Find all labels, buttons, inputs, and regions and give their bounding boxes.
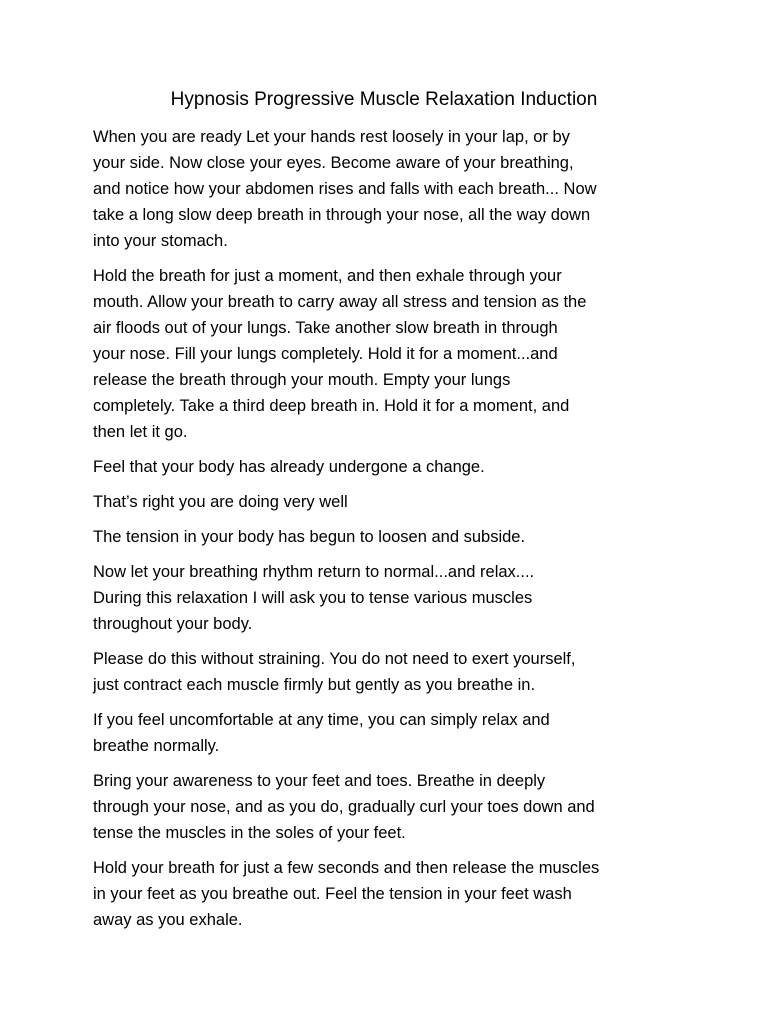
text-line: When you are ready Let your hands rest loosely in your lap, or by — [93, 128, 570, 146]
paragraph — [93, 454, 693, 480]
paragraph — [93, 524, 693, 550]
text-line: your side. Now close your eyes. Become aware of your breathing, — [93, 154, 574, 172]
text-line: Hold your breath for just a few seconds and then release the muscles — [93, 859, 600, 877]
paragraph — [93, 489, 693, 515]
text-line: If you feel uncomfortable at any time, you can simply relax and — [93, 711, 550, 729]
paragraph — [93, 768, 693, 846]
text-line: During this relaxation I will ask you to tense various muscles — [93, 589, 533, 607]
document-body — [93, 124, 693, 942]
text-line: and notice how your abdomen rises and falls with each breath... Now — [93, 180, 597, 198]
document-title: Hypnosis Progressive Muscle Relaxation Induction — [170, 89, 598, 110]
text-line: The tension in your body has begun to loosen and subside. — [93, 528, 526, 546]
paragraph — [93, 124, 693, 254]
text-line: away as you exhale. — [93, 911, 243, 929]
text-line: breathe normally. — [93, 737, 220, 755]
text-line: Feel that your body has already undergone a change. — [93, 458, 485, 476]
text-line: Hold the breath for just a moment, and then exhale through your — [93, 267, 562, 285]
text-line: into your stomach. — [93, 232, 228, 250]
text-line: mouth. Allow your breath to carry away all stress and tension as the — [93, 293, 587, 311]
paragraph — [93, 707, 693, 759]
text-line: Please do this without straining. You do not need to exert yourself, — [93, 650, 576, 668]
text-line: completely. Take a third deep breath in. Hold it for a moment, and — [93, 397, 570, 415]
text-line: That’s right you are doing very well — [93, 493, 348, 511]
paragraph — [93, 855, 693, 933]
text-line: tense the muscles in the soles of your feet. — [93, 824, 406, 842]
text-line: just contract each muscle firmly but gently as you breathe in. — [93, 676, 536, 694]
text-line: Bring your awareness to your feet and toes. Breathe in deeply — [93, 772, 546, 790]
text-line: then let it go. — [93, 423, 188, 441]
text-line: throughout your body. — [93, 615, 253, 633]
text-line: Now let your breathing rhythm return to normal...and relax.... — [93, 563, 535, 581]
paragraph — [93, 263, 693, 445]
text-line: release the breath through your mouth. Empty your lungs — [93, 371, 511, 389]
paragraph — [93, 559, 693, 637]
text-line: air floods out of your lungs. Take another slow breath in through — [93, 319, 558, 337]
text-line: in your feet as you breathe out. Feel the tension in your feet wash — [93, 885, 572, 903]
text-line: your nose. Fill your lungs completely. Hold it for a moment...and — [93, 345, 558, 363]
text-line: through your nose, and as you do, gradually curl your toes down and — [93, 798, 595, 816]
paragraph — [93, 646, 693, 698]
text-line: take a long slow deep breath in through your nose, all the way down — [93, 206, 591, 224]
